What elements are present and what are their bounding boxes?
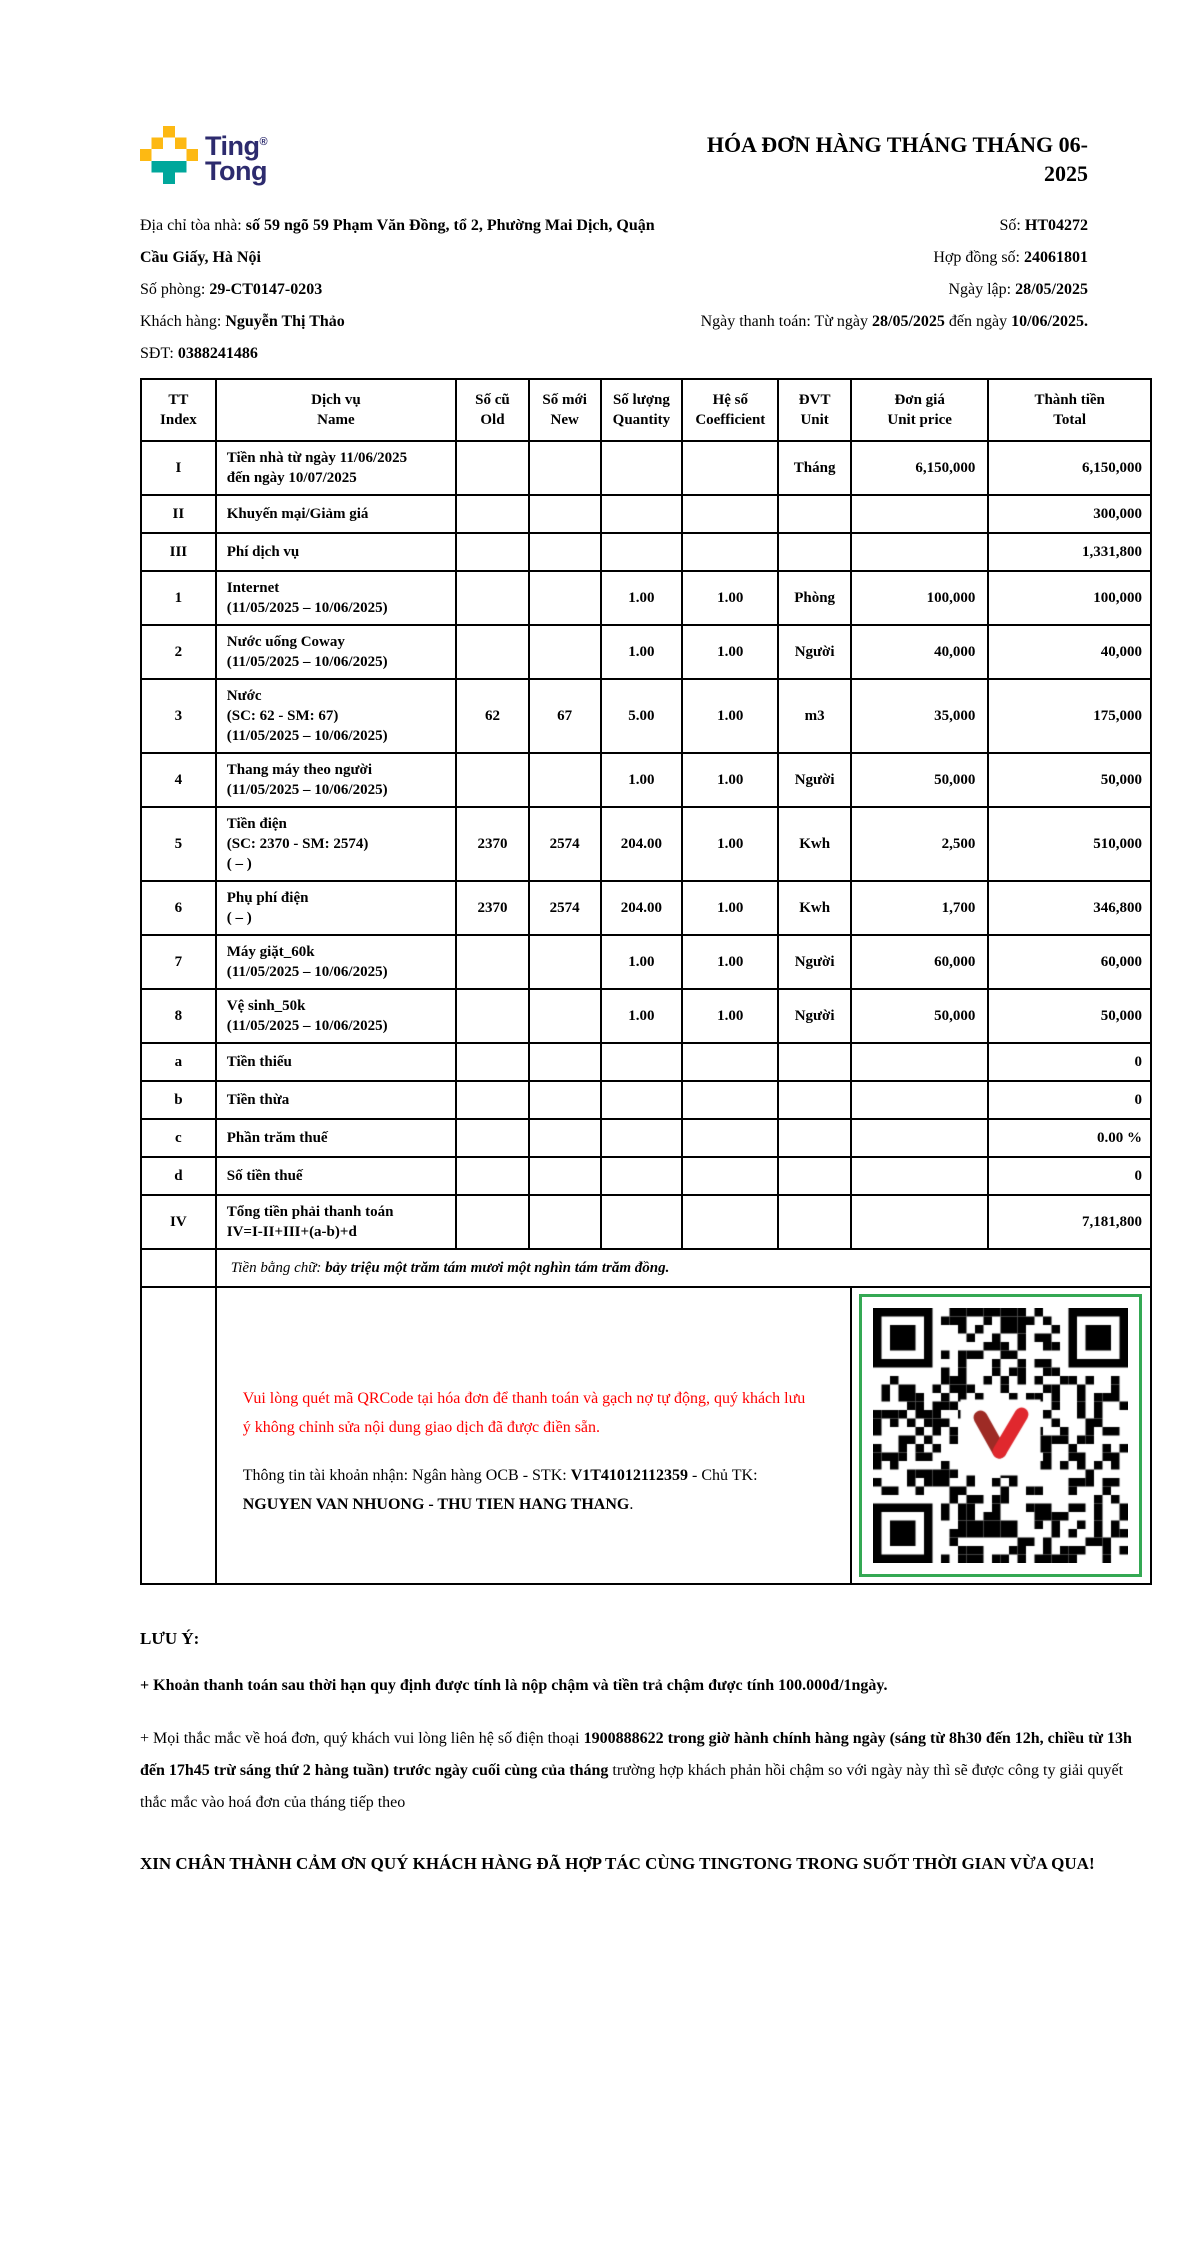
- vietqr-payment-code: [873, 1308, 1128, 1563]
- cell-unit: Kwh: [778, 881, 851, 935]
- cell-unit: m3: [778, 679, 851, 753]
- cell-price: 35,000: [851, 679, 988, 753]
- cell-tt: 7: [141, 935, 216, 989]
- table-row: [141, 753, 1151, 807]
- column-header: Số cũ Old: [456, 379, 529, 441]
- header-row: [141, 379, 1151, 441]
- cell-new: [529, 571, 601, 625]
- cell-coef: [682, 1119, 778, 1157]
- cell-tt: d: [141, 1157, 216, 1195]
- cell-qty: 5.00: [601, 679, 683, 753]
- cell-name: Thang máy theo người (11/05/2025 – 10/06/2025): [216, 753, 456, 807]
- table-row: [141, 1081, 1151, 1119]
- cell-tt: 2: [141, 625, 216, 679]
- cell-unit: [778, 1157, 851, 1195]
- cell-coef: [682, 1081, 778, 1119]
- cell-coef: 1.00: [682, 989, 778, 1043]
- empty-cell: [141, 1287, 216, 1584]
- cell-price: [851, 1043, 988, 1081]
- cell-price: 50,000: [851, 753, 988, 807]
- cell-new: [529, 989, 601, 1043]
- cell-unit: [778, 1119, 851, 1157]
- cell-old: 62: [456, 679, 529, 753]
- cell-total: 0: [988, 1081, 1151, 1119]
- table-row: [141, 625, 1151, 679]
- cell-coef: [682, 495, 778, 533]
- cell-coef: [682, 1043, 778, 1081]
- cell-new: [529, 533, 601, 571]
- cell-new: [529, 441, 601, 495]
- document-title: HÓA ĐƠN HÀNG THÁNG THÁNG 06- 2025: [706, 132, 1088, 186]
- cell-price: 1,700: [851, 881, 988, 935]
- hotline-note: + Mọi thắc mắc về hoá đơn, quý khách vui lòng liên hệ số điện thoại 1900888622 trong giờ hành chính hàng ngày (sáng từ 8h30 đến 12h, chiều từ 13h đến 17h45 trừ sáng thứ 2 hàng tuần) trước ngày cuối cùng của tháng trường hợp khách phản hồi chậm so với ngày này thì sẽ được công ty giải quyết thắc mắc vào hoá đơn của tháng tiếp theo: [140, 1730, 1132, 1811]
- cell-old: [456, 441, 529, 495]
- cell-price: 100,000: [851, 571, 988, 625]
- cell-qty: [601, 441, 683, 495]
- cell-new: 2574: [529, 807, 601, 881]
- info-line: Số phòng: 29-CT0147-0203: [140, 281, 323, 298]
- table-header: [141, 379, 1151, 441]
- cell-qty: 1.00: [601, 989, 683, 1043]
- column-header: Số mới New: [529, 379, 601, 441]
- cell-coef: 1.00: [682, 881, 778, 935]
- qr-code-cell: [851, 1287, 1151, 1584]
- cell-old: 2370: [456, 881, 529, 935]
- cell-name: Phụ phí điện ( – ): [216, 881, 456, 935]
- info-line: Số: HT04272: [999, 217, 1088, 234]
- cell-old: [456, 571, 529, 625]
- cell-qty: [601, 1119, 683, 1157]
- cell-new: [529, 1081, 601, 1119]
- table-row: [141, 1043, 1151, 1081]
- cell-price: 6,150,000: [851, 441, 988, 495]
- table-row: [141, 881, 1151, 935]
- cell-coef: 1.00: [682, 935, 778, 989]
- info-line: Ngày thanh toán: Từ ngày 28/05/2025 đến ngày 10/06/2025.: [700, 313, 1088, 330]
- cell-tt: II: [141, 495, 216, 533]
- table-row: [141, 935, 1151, 989]
- table-row: [141, 533, 1151, 571]
- cell-name: Tiền điện (SC: 2370 - SM: 2574) ( – ): [216, 807, 456, 881]
- cell-total: 300,000: [988, 495, 1151, 533]
- cell-tt: 8: [141, 989, 216, 1043]
- cell-total: 100,000: [988, 571, 1151, 625]
- cell-coef: [682, 441, 778, 495]
- cell-total: 175,000: [988, 679, 1151, 753]
- late-payment-note: + Khoản thanh toán sau thời hạn quy định được tính là nộp chậm và tiền trả chậm được tính 100.000đ/1ngày.: [140, 1677, 888, 1694]
- info-line: Khách hàng: Nguyễn Thị Thảo: [140, 313, 345, 330]
- cell-name: Khuyến mại/Giảm giá: [216, 495, 456, 533]
- cell-unit: Người: [778, 935, 851, 989]
- cell-price: [851, 1119, 988, 1157]
- cell-tt: a: [141, 1043, 216, 1081]
- column-header: Thành tiền Total: [988, 379, 1151, 441]
- cell-qty: [601, 1195, 683, 1249]
- cell-name: Máy giặt_60k (11/05/2025 – 10/06/2025): [216, 935, 456, 989]
- footer-notes: [140, 1629, 1152, 1879]
- tingtong-logo: [140, 118, 267, 184]
- cell-unit: Kwh: [778, 807, 851, 881]
- cell-qty: [601, 1081, 683, 1119]
- qr-code-frame: [859, 1294, 1142, 1577]
- registered-mark: ®: [259, 136, 268, 148]
- cell-total: 50,000: [988, 989, 1151, 1043]
- cell-coef: 1.00: [682, 571, 778, 625]
- cell-total: 510,000: [988, 807, 1151, 881]
- cell-name: Nước (SC: 62 - SM: 67) (11/05/2025 – 10/06/2025): [216, 679, 456, 753]
- table-row: [141, 495, 1151, 533]
- cell-unit: [778, 533, 851, 571]
- brand-wordmark: [205, 130, 267, 184]
- info-line: SĐT: 0388241486: [140, 345, 258, 362]
- cell-unit: [778, 1043, 851, 1081]
- cell-tt: 1: [141, 571, 216, 625]
- cell-coef: 1.00: [682, 625, 778, 679]
- table-body: [141, 441, 1151, 1249]
- cell-new: [529, 935, 601, 989]
- cell-price: 40,000: [851, 625, 988, 679]
- cell-total: 0: [988, 1043, 1151, 1081]
- cell-name: Phí dịch vụ: [216, 533, 456, 571]
- cell-new: [529, 625, 601, 679]
- cell-unit: [778, 1081, 851, 1119]
- invoice-info: [680, 210, 1152, 370]
- cell-qty: [601, 495, 683, 533]
- cell-new: [529, 753, 601, 807]
- cell-old: [456, 1119, 529, 1157]
- cell-qty: 204.00: [601, 881, 683, 935]
- cell-name: Internet (11/05/2025 – 10/06/2025): [216, 571, 456, 625]
- table-row: [141, 989, 1151, 1043]
- cell-new: 2574: [529, 881, 601, 935]
- cell-new: [529, 495, 601, 533]
- cell-coef: [682, 1195, 778, 1249]
- cell-old: [456, 753, 529, 807]
- cell-qty: 1.00: [601, 625, 683, 679]
- cell-unit: Tháng: [778, 441, 851, 495]
- cell-price: 50,000: [851, 989, 988, 1043]
- cell-new: [529, 1043, 601, 1081]
- cell-tt: 6: [141, 881, 216, 935]
- cell-tt: b: [141, 1081, 216, 1119]
- cell-total: 6,150,000: [988, 441, 1151, 495]
- cell-coef: 1.00: [682, 753, 778, 807]
- cell-unit: [778, 1195, 851, 1249]
- column-header: TT Index: [141, 379, 216, 441]
- table-row: [141, 1157, 1151, 1195]
- cell-new: 67: [529, 679, 601, 753]
- bank-account-text: Thông tin tài khoản nhận: Ngân hàng OCB - STK: V1T41012112359 - Chủ TK: NGUYEN VAN NHUONG - THU TIEN HANG THANG.: [242, 1467, 758, 1513]
- column-header: ĐVT Unit: [778, 379, 851, 441]
- cell-unit: Người: [778, 625, 851, 679]
- cell-coef: 1.00: [682, 807, 778, 881]
- cell-old: [456, 1081, 529, 1119]
- cell-old: [456, 495, 529, 533]
- cell-tt: I: [141, 441, 216, 495]
- cell-tt: IV: [141, 1195, 216, 1249]
- table-row: [141, 679, 1151, 753]
- cell-tt: 4: [141, 753, 216, 807]
- cell-old: [456, 989, 529, 1043]
- cell-price: [851, 1157, 988, 1195]
- empty-cell: [141, 1249, 216, 1287]
- cell-unit: [778, 495, 851, 533]
- cell-qty: [601, 1043, 683, 1081]
- cell-name: Tiền thừa: [216, 1081, 456, 1119]
- table-row: [141, 1119, 1151, 1157]
- cell-total: 7,181,800: [988, 1195, 1151, 1249]
- amount-in-words-row: [141, 1249, 1151, 1287]
- info-line: Địa chỉ tòa nhà: số 59 ngõ 59 Phạm Văn Đồng, tổ 2, Phường Mai Dịch, Quận Cầu Giấy, Hà Nội: [140, 217, 655, 266]
- cell-price: [851, 495, 988, 533]
- cell-old: [456, 625, 529, 679]
- cell-total: 346,800: [988, 881, 1151, 935]
- cell-new: [529, 1195, 601, 1249]
- cell-new: [529, 1119, 601, 1157]
- brand-line2: Tong: [205, 156, 267, 186]
- table-row: [141, 807, 1151, 881]
- cell-tt: c: [141, 1119, 216, 1157]
- cell-price: [851, 1081, 988, 1119]
- cell-price: 60,000: [851, 935, 988, 989]
- info-line: Ngày lập: 28/05/2025: [948, 281, 1088, 298]
- cell-old: [456, 1157, 529, 1195]
- cell-price: [851, 533, 988, 571]
- cell-old: [456, 533, 529, 571]
- cell-tt: 5: [141, 807, 216, 881]
- column-header: Dịch vụ Name: [216, 379, 456, 441]
- table-row: [141, 1195, 1151, 1249]
- cell-total: 60,000: [988, 935, 1151, 989]
- cell-price: 2,500: [851, 807, 988, 881]
- payment-row: [141, 1287, 1151, 1584]
- notes-heading: LƯU Ý:: [140, 1629, 200, 1648]
- cell-total: 50,000: [988, 753, 1151, 807]
- cell-qty: [601, 533, 683, 571]
- table-row: [141, 571, 1151, 625]
- cell-qty: 1.00: [601, 753, 683, 807]
- qr-warning-text: Vui lòng quét mã QRCode tại hóa đơn để thanh toán và gạch nợ tự động, quý khách lưu ý không chỉnh sửa nội dung giao dịch đã được điền sẵn.: [242, 1390, 806, 1436]
- cell-old: 2370: [456, 807, 529, 881]
- cell-qty: [601, 1157, 683, 1195]
- cell-coef: [682, 533, 778, 571]
- invoice-meta: [140, 210, 1152, 370]
- cell-unit: Phòng: [778, 571, 851, 625]
- cell-qty: 204.00: [601, 807, 683, 881]
- amount-in-words: Tiền bằng chữ: bảy triệu một trăm tám mươi một nghìn tám trăm đồng.: [216, 1249, 1151, 1287]
- cell-name: Số tiền thuế: [216, 1157, 456, 1195]
- brand-line1: Ting®: [205, 131, 268, 161]
- cell-tt: III: [141, 533, 216, 571]
- page-header: [140, 0, 1152, 188]
- cell-name: Nước uống Coway (11/05/2025 – 10/06/2025): [216, 625, 456, 679]
- cell-old: [456, 1043, 529, 1081]
- thank-you-text: XIN CHÂN THÀNH CẢM ƠN QUÝ KHÁCH HÀNG ĐÃ HỢP TÁC CÙNG TINGTONG TRONG SUỐT THỜI GIAN VỪA QUA!: [140, 1854, 1095, 1873]
- pixel-tree-logo-icon: [140, 126, 198, 184]
- cell-name: Tiền thiếu: [216, 1043, 456, 1081]
- info-line: Hợp đồng số: 24061801: [933, 249, 1088, 266]
- cell-name: Tiền nhà từ ngày 11/06/2025 đến ngày 10/07/2025: [216, 441, 456, 495]
- payment-instructions: [216, 1287, 851, 1584]
- cell-total: 1,331,800: [988, 533, 1151, 571]
- cell-qty: 1.00: [601, 935, 683, 989]
- cell-tt: 3: [141, 679, 216, 753]
- cell-total: 0: [988, 1157, 1151, 1195]
- charges-table: [140, 378, 1152, 1585]
- cell-old: [456, 935, 529, 989]
- cell-old: [456, 1195, 529, 1249]
- cell-coef: [682, 1157, 778, 1195]
- customer-info: [140, 210, 680, 370]
- cell-qty: 1.00: [601, 571, 683, 625]
- cell-unit: Người: [778, 753, 851, 807]
- table-row: [141, 441, 1151, 495]
- column-header: Hệ số Coefficient: [682, 379, 778, 441]
- cell-total: 40,000: [988, 625, 1151, 679]
- cell-name: Tổng tiền phải thanh toán IV=I-II+III+(a-b)+d: [216, 1195, 456, 1249]
- cell-coef: 1.00: [682, 679, 778, 753]
- cell-total: 0.00 %: [988, 1119, 1151, 1157]
- cell-price: [851, 1195, 988, 1249]
- cell-unit: Người: [778, 989, 851, 1043]
- column-header: Đơn giá Unit price: [851, 379, 988, 441]
- cell-name: Phần trăm thuế: [216, 1119, 456, 1157]
- cell-name: Vệ sinh_50k (11/05/2025 – 10/06/2025): [216, 989, 456, 1043]
- cell-new: [529, 1157, 601, 1195]
- column-header: Số lượng Quantity: [601, 379, 683, 441]
